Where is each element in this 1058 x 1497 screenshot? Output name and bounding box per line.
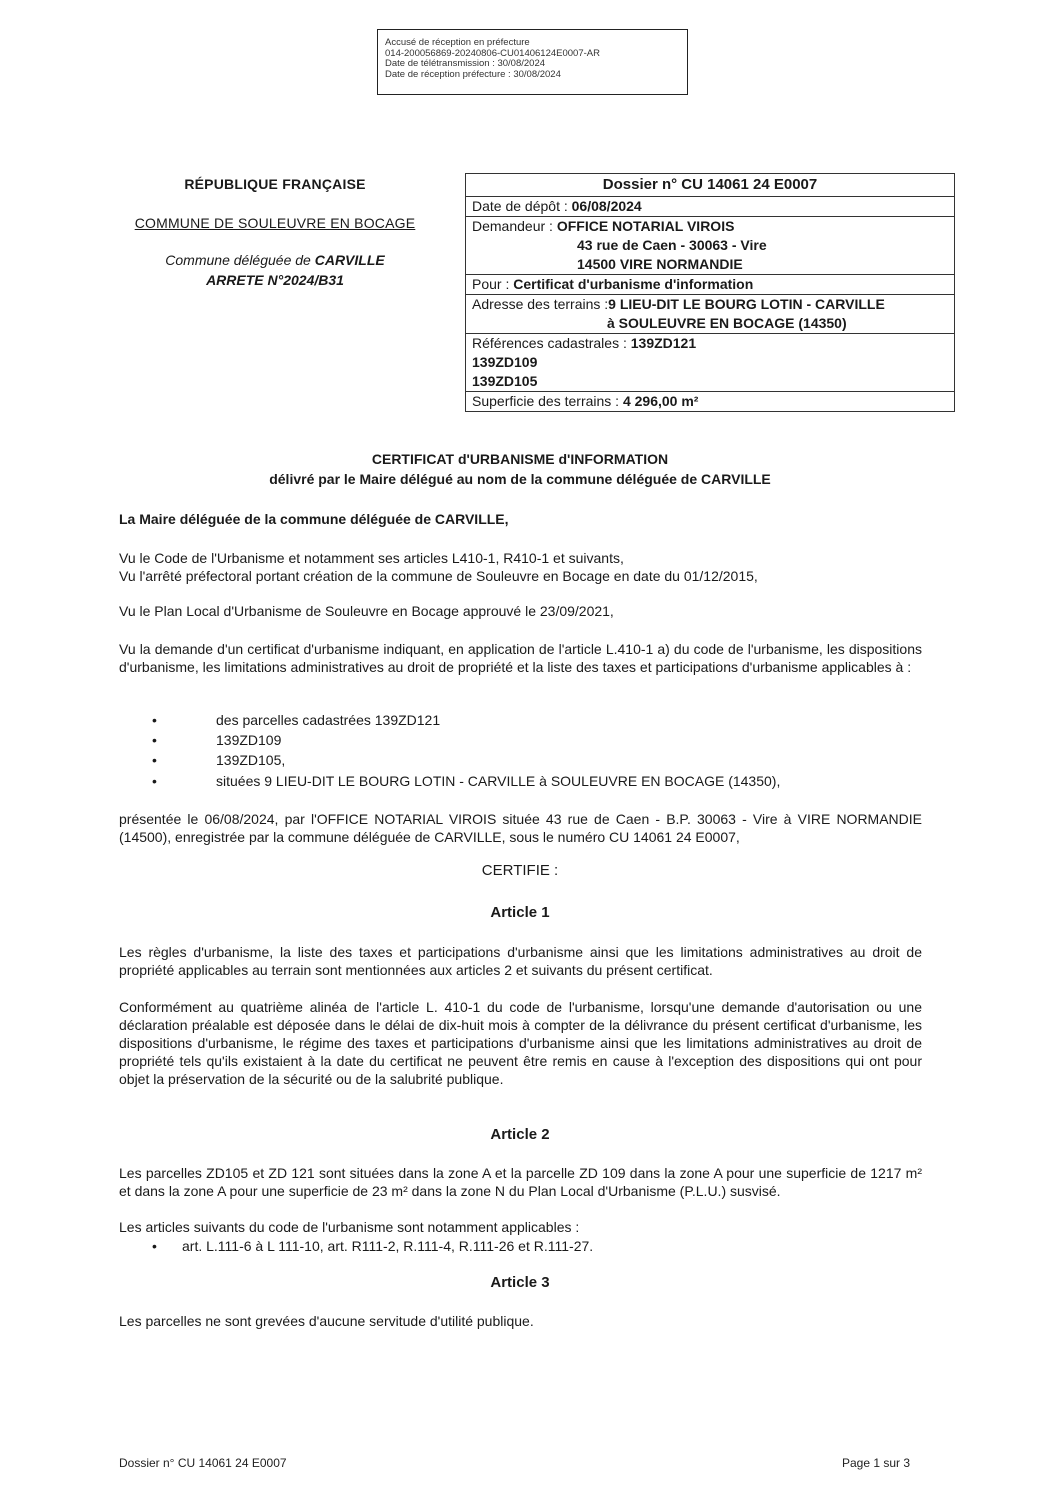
pour-label: Pour : xyxy=(472,276,510,292)
adresse-line: à SOULEUVRE EN BOCAGE (14350) xyxy=(607,315,847,331)
demandeur-label: Demandeur : xyxy=(472,218,553,234)
article-3-title: Article 3 xyxy=(490,1274,550,1291)
article-2-paragraph: Les articles suivants du code de l'urbanisme sont notamment applicables : xyxy=(119,1219,580,1235)
certifie-heading: CERTIFIE : xyxy=(481,862,559,879)
article-3-paragraph: Les parcelles ne sont grevées d'aucune servitude d'utilité publique. xyxy=(119,1313,534,1329)
demandeur-address-line: 43 rue de Caen - 30063 - Vire xyxy=(577,237,767,253)
maire-line: La Maire déléguée de la commune déléguée de CARVILLE, xyxy=(119,511,509,527)
stamp-line: Date de télétransmission : 30/08/2024 xyxy=(385,58,546,69)
bullet-icon: • xyxy=(152,1238,157,1254)
references-label: Références cadastrales : xyxy=(472,335,627,351)
adresse-label: Adresse des terrains : xyxy=(472,296,609,312)
bullet-icon: • xyxy=(152,732,157,748)
article-1-paragraph: Les règles d'urbanisme, la liste des taxes et participations d'urbanisme ainsi que les limitations administratives au droit de propriété applicables au terrain sont mentionnées aux articles 2 et suivants du présent certificat. xyxy=(119,944,922,978)
vu-demande-paragraph: Vu la demande d'un certificat d'urbanisme indiquant, en application de l'article L.410-1 a) du code de l'urbanisme, les dispositions d'urbanisme, les limitations administratives au droit de propriété et la liste des taxes et participations d'urbanisme applicables à : xyxy=(119,641,922,675)
reference-value: 139ZD109 xyxy=(472,354,538,370)
arrete-number: ARRETE N°2024/B31 xyxy=(206,272,344,288)
dossier-box xyxy=(465,173,955,412)
pour-row xyxy=(465,275,955,295)
superficie-row xyxy=(465,392,955,412)
article-1-paragraph: Conformément au quatrième alinéa de l'article L. 410-1 du code de l'urbanisme, lorsqu'une demande d'autorisation ou une déclaration préalable est déposée dans le délai de dix-huit mois à compter de la délivrance du présent certificat d'urbanisme, les dispositions d'urbanisme, le régime des taxes et participations d'urbanisme ainsi que les limitations administratives au droit de propriété tels qu'ils existaient à la date du certificat ne peuvent être remis en cause à l'exception des dispositions qui ont pour objet la préservation de la sécurité ou de la salubrité publique. xyxy=(119,999,922,1087)
vu-line: Vu le Code de l'Urbanisme et notamment ses articles L410-1, R410-1 et suivants, xyxy=(119,550,624,566)
date-depot-value: 06/08/2024 xyxy=(571,198,642,214)
article-1-title: Article 1 xyxy=(490,904,550,921)
demandeur-address-line: 14500 VIRE NORMANDIE xyxy=(577,256,743,272)
bullet-item: des parcelles cadastrées 139ZD121 xyxy=(216,712,441,728)
commune-deleguee-label: Commune déléguée de xyxy=(165,252,311,268)
reference-value: 139ZD121 xyxy=(630,335,697,351)
demandeur-name: OFFICE NOTARIAL VIROIS xyxy=(556,218,735,234)
date-depot-row xyxy=(465,197,955,217)
commune-deleguee-name: CARVILLE xyxy=(314,252,385,268)
bullet-icon: • xyxy=(152,773,157,789)
vu-line: Vu l'arrêté préfectoral portant création de la commune de Souleuvre en Bocage en date du 01/12/2015, xyxy=(119,568,758,584)
adresse-row xyxy=(465,295,955,334)
presentee-paragraph: présentée le 06/08/2024, par l'OFFICE NOTARIAL VIROIS située 43 rue de Caen - B.P. 30063 - Vire à VIRE NORMANDIE (14500), enregistrée par la commune déléguée de CARVILLE, sous le numéro CU 14061 24 E0007, xyxy=(119,811,922,845)
certificate-title: CERTIFICAT d'URBANISME d'INFORMATION xyxy=(371,451,669,467)
adresse-line: 9 LIEU-DIT LE BOURG LOTIN - CARVILLE xyxy=(608,296,885,312)
commune-deleguee xyxy=(110,252,440,268)
commune-heading: COMMUNE DE SOULEUVRE EN BOCAGE xyxy=(134,215,416,231)
footer-page-number: Page 1 sur 3 xyxy=(842,1456,911,1470)
reference-value: 139ZD105 xyxy=(472,373,538,389)
bullet-item: 139ZD105, xyxy=(216,752,286,768)
references-row xyxy=(465,334,955,392)
bullet-icon: • xyxy=(152,712,157,728)
reception-stamp xyxy=(377,29,688,95)
pour-value: Certificat d'urbanisme d'information xyxy=(513,276,754,292)
footer-dossier: Dossier n° CU 14061 24 E0007 xyxy=(119,1456,287,1470)
demandeur-row xyxy=(465,217,955,275)
bullet-item: art. L.111-6 à L 111-10, art. R111-2, R.111-4, R.111-26 et R.111-27. xyxy=(182,1238,594,1254)
bullet-item: situées 9 LIEU-DIT LE BOURG LOTIN - CARVILLE à SOULEUVRE EN BOCAGE (14350), xyxy=(216,773,781,789)
certificate-subtitle: délivré par le Maire délégué au nom de la commune déléguée de CARVILLE xyxy=(269,471,771,487)
superficie-label: Superficie des terrains : xyxy=(472,393,620,409)
bullet-item: 139ZD109 xyxy=(216,732,282,748)
article-2-title: Article 2 xyxy=(490,1126,550,1143)
superficie-value: 4 296,00 m² xyxy=(622,393,699,409)
stamp-line: Date de réception préfecture : 30/08/2024 xyxy=(385,68,561,80)
date-depot-label: Date de dépôt : xyxy=(472,198,568,214)
article-2-paragraph: Les parcelles ZD105 et ZD 121 sont situées dans la zone A et la parcelle ZD 109 dans la zone A pour une superficie de 1217 m² et dans la zone A pour une superficie de 23 m² dans la zone N du Plan Local d'Urbanisme (P.L.U.) susvisé. xyxy=(119,1165,922,1199)
stamp-line: 014-200056869-20240806-CU01406124E0007-AR xyxy=(385,47,600,59)
republique-heading: RÉPUBLIQUE FRANÇAISE xyxy=(184,176,366,192)
vu-line: Vu le Plan Local d'Urbanisme de Souleuvre en Bocage approuvé le 23/09/2021, xyxy=(119,603,614,619)
bullet-icon: • xyxy=(152,752,157,768)
dossier-number: Dossier n° CU 14061 24 E0007 xyxy=(465,173,955,197)
stamp-line: Accusé de réception en préfecture xyxy=(385,37,530,48)
